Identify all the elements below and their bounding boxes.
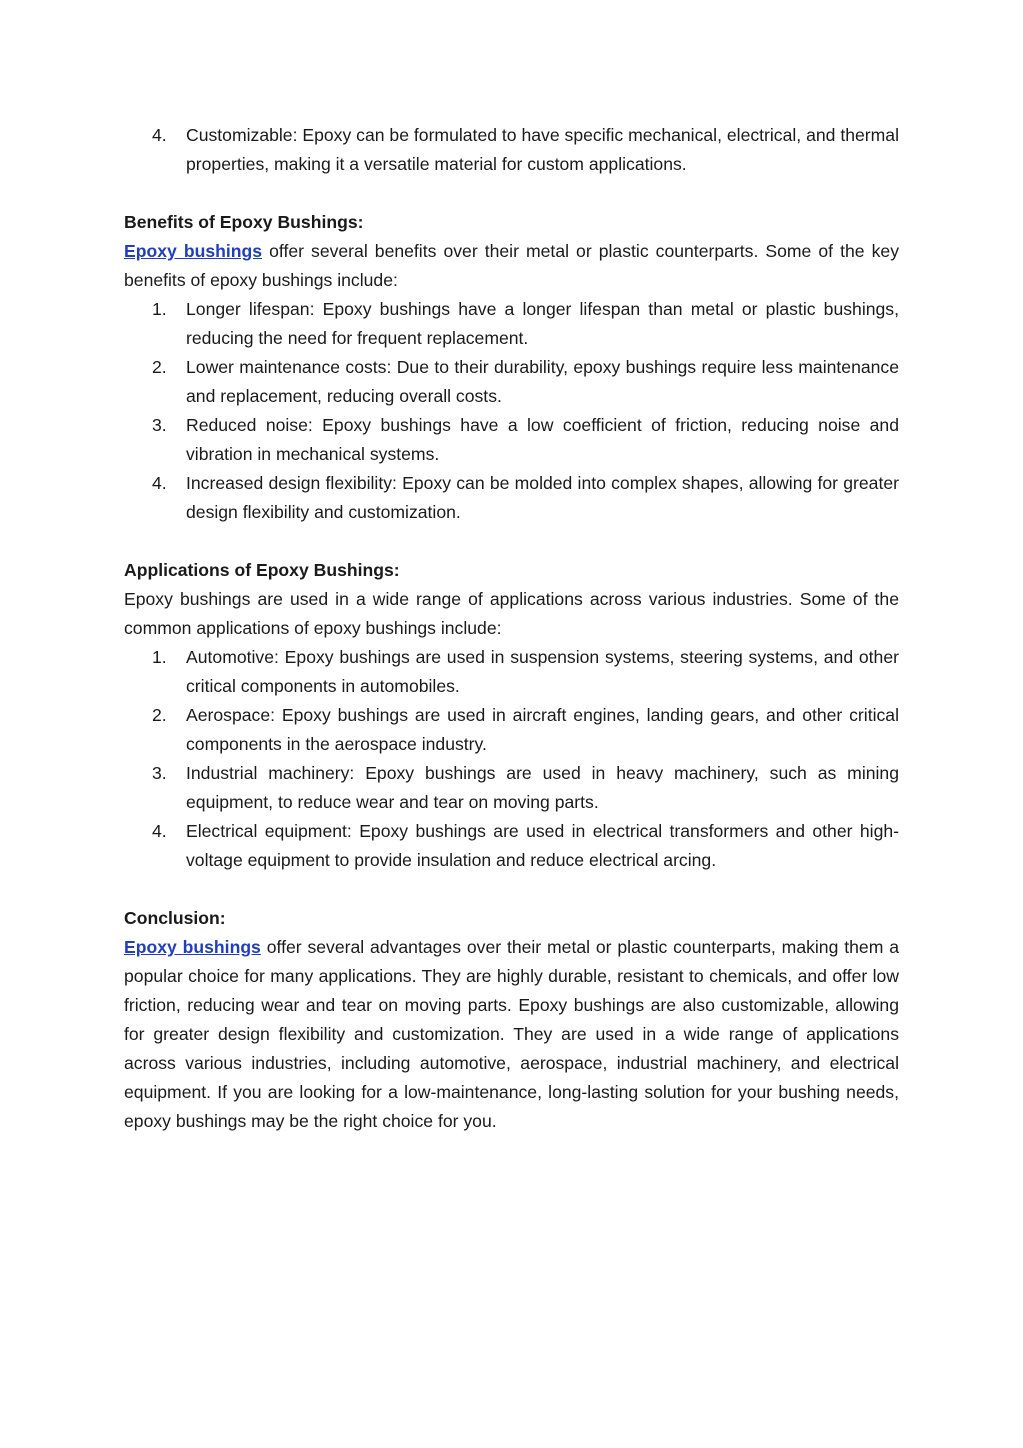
benefits-intro-text: offer several benefits over their metal or plastic counterparts. Some of the key benefits of epoxy bushings include:: [124, 241, 899, 290]
list-item: [124, 121, 899, 179]
document-page: [124, 121, 899, 1136]
list-item: [124, 759, 899, 817]
benefits-intro: [124, 237, 899, 295]
list-item: [124, 643, 899, 701]
applications-heading: Applications of Epoxy Bushings:: [124, 560, 400, 580]
list-item-text: Automotive: Epoxy bushings are used in suspension systems, steering systems, and other critical components in automobiles.: [186, 647, 899, 696]
conclusion-heading: Conclusion:: [124, 908, 226, 928]
intro-list: [124, 121, 899, 179]
list-item-text: Electrical equipment: Epoxy bushings are used in electrical transformers and other high-voltage equipment to provide insulation and reduce electrical arcing.: [186, 821, 899, 870]
list-item-number: 4.: [152, 125, 167, 145]
list-item: [124, 701, 899, 759]
list-item-number: 1.: [152, 647, 167, 667]
list-item-text: Increased design flexibility: Epoxy can be molded into complex shapes, allowing for greater design flexibility and customization.: [186, 473, 899, 522]
list-item-number: 3.: [152, 763, 167, 783]
list-item: [124, 411, 899, 469]
benefits-heading: Benefits of Epoxy Bushings:: [124, 212, 364, 232]
list-item: [124, 353, 899, 411]
list-item-text: Industrial machinery: Epoxy bushings are used in heavy machinery, such as mining equipment, to reduce wear and tear on moving parts.: [186, 763, 899, 812]
list-item-text: Reduced noise: Epoxy bushings have a low coefficient of friction, reducing noise and vibration in mechanical systems.: [186, 415, 899, 464]
list-item-number: 2.: [152, 357, 167, 377]
list-item-text: Longer lifespan: Epoxy bushings have a longer lifespan than metal or plastic bushings, reducing the need for frequent replacement.: [186, 299, 899, 348]
conclusion-text: [124, 933, 899, 1136]
list-item-number: 3.: [152, 415, 167, 435]
applications-intro: Epoxy bushings are used in a wide range of applications across various industries. Some of the common applications of epoxy bushings include:: [124, 589, 899, 638]
benefits-list: [124, 295, 899, 527]
list-item: [124, 295, 899, 353]
list-item-number: 4.: [152, 821, 167, 841]
spacer: [124, 179, 899, 208]
applications-list: [124, 643, 899, 875]
list-item-text: Customizable: Epoxy can be formulated to have specific mechanical, electrical, and thermal properties, making it a versatile material for custom applications.: [186, 125, 899, 174]
list-item-text: Lower maintenance costs: Due to their durability, epoxy bushings require less maintenance and replacement, reducing overall costs.: [186, 357, 899, 406]
spacer: [124, 527, 899, 556]
epoxy-bushings-link[interactable]: Epoxy bushings: [124, 937, 261, 957]
conclusion-body: offer several advantages over their metal or plastic counterparts, making them a popular choice for many applications. They are highly durable, resistant to chemicals, and offer low friction, reducing wear and tear on moving parts. Epoxy bushings are also customizable, allowing for greater design flexibility and customization. They are used in a wide range of applications across various industries, including automotive, aerospace, industrial machinery, and electrical equipment. If you are looking for a low-maintenance, long-lasting solution for your bushing needs, epoxy bushings may be the right choice for you.: [124, 937, 899, 1131]
list-item-text: Aerospace: Epoxy bushings are used in aircraft engines, landing gears, and other critical components in the aerospace industry.: [186, 705, 899, 754]
list-item-number: 4.: [152, 473, 167, 493]
epoxy-bushings-link[interactable]: Epoxy bushings: [124, 241, 263, 261]
spacer: [124, 875, 899, 904]
list-item: [124, 817, 899, 875]
list-item: [124, 469, 899, 527]
list-item-number: 2.: [152, 705, 167, 725]
list-item-number: 1.: [152, 299, 167, 319]
